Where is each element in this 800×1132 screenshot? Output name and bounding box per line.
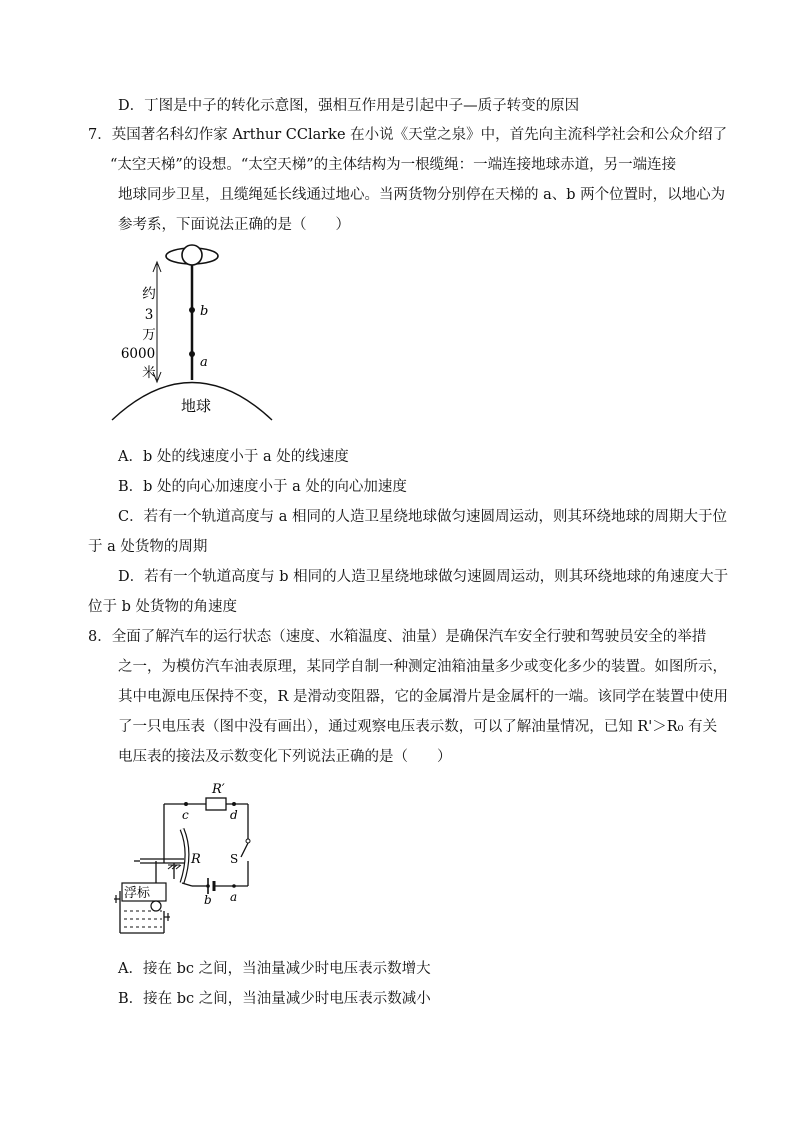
height-label-4: 6000 [120,346,156,362]
q7-stem-line-3: 地球同步卫星，且缆绳延长线通过地心。当两货物分别停在天梯的 a、b 两个位置时，以地心为 [118,187,726,203]
label-r-prime: R′ [212,782,225,797]
q7-stem-line-2: “太空天梯”的设想。“太空天梯”的主体结构为一根缆绳：一端连接地球赤道，另一端连接 [110,157,677,173]
cargo-b-dot [189,307,195,313]
q7-option-d: D．若有一个轨道高度与 b 相同的人造卫星绕地球做匀速圆周运动，则其环绕地球的角速度大于 [118,569,729,585]
q8-stem-line-4: 了一只电压表（图中没有画出），通过观察电压表示数，可以了解油量情况，已知 R'＞R₀ 有关 [118,719,718,735]
q7-option-b: B．b 处的向心加速度小于 a 处的向心加速度 [118,479,407,495]
q7-option-a: A．b 处的线速度小于 a 处的线速度 [118,449,349,465]
height-label-2: 3 [144,307,154,323]
space-elevator-figure [110,240,280,425]
q7-option-d-cont: 位于 b 处货物的角速度 [88,599,237,615]
q8-stem-line-1: 8．全面了解汽车的运行状态（速度、水箱温度、油量）是确保汽车安全行驶和驾驶员安全的举措 [88,629,707,645]
point-a-label: a [200,355,208,370]
label-b: b [204,893,212,907]
label-r: R [191,852,201,867]
switch-s [241,843,248,857]
q7-option-c-cont: 于 a 处货物的周期 [88,539,208,555]
point-b-label: b [200,304,209,319]
label-d: d [230,808,238,822]
satellite [182,245,202,265]
q8-stem-line-2: 之一，为模仿汽车油表原理，某同学自制一种测定油箱油量多少或变化多少的装置。如图所示， [118,659,727,675]
height-label-1: 约 [142,286,156,302]
q8-stem-line-5: 电压表的接法及示数变化下列说法正确的是（ ） [118,749,452,765]
label-s: S [230,852,239,866]
resistor-r-prime [206,798,226,810]
q8-option-a: A．接在 bc 之间，当油量减少时电压表示数增大 [118,961,431,977]
float-ball [151,901,161,911]
label-a: a [230,890,238,904]
q8-stem-line-3: 其中电源电压保持不变，R 是滑动变阻器，它的金属滑片是金属杆的一端。该同学在装置中使用 [118,689,729,705]
height-label-5: 米 [142,365,156,381]
q7-stem-line-4: 参考系，下面说法正确的是（ ） [118,217,350,233]
label-c: c [182,808,189,822]
label-float: 浮标 [124,886,151,901]
q7-option-c: C．若有一个轨道高度与 a 相同的人造卫星绕地球做匀速圆周运动，则其环绕地球的周期大于位 [118,509,727,525]
q6-option-d: D．丁图是中子的转化示意图，强相互作用是引起中子—质子转变的原因 [118,98,580,114]
q8-option-b: B．接在 bc 之间，当油量减少时电压表示数减小 [118,991,431,1007]
q7-stem-line-1: 7．英国著名科幻作家 Arthur CClarke 在小说《天堂之泉》中，首先向主流科学社会和公众介绍了 [88,127,728,143]
earth-label: 地球 [180,397,212,415]
cargo-a-dot [189,351,195,357]
oil-gauge-circuit-figure [112,775,272,940]
height-label-3: 万 [142,327,156,343]
